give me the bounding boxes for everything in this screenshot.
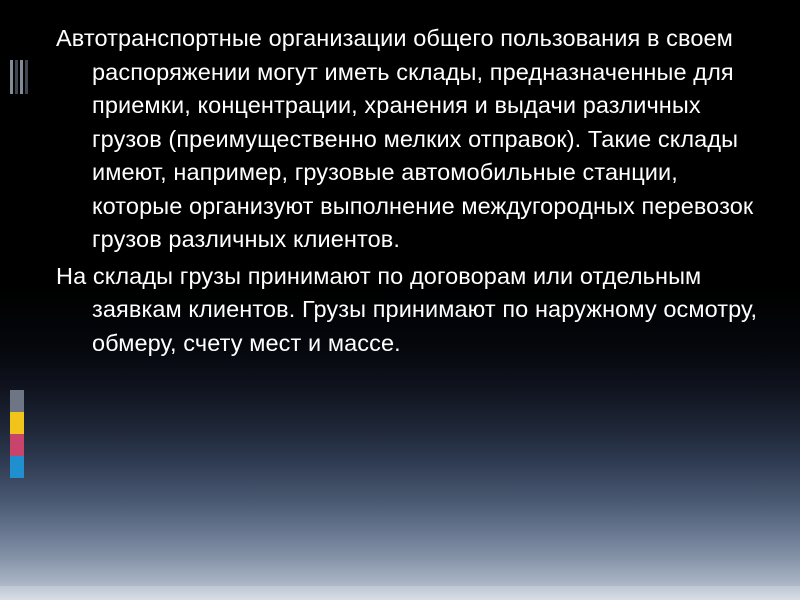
rail-stripe-1 xyxy=(10,60,13,94)
rail-stripe-2 xyxy=(15,60,18,94)
rail-stripe-3 xyxy=(20,60,23,94)
left-decorative-rail xyxy=(0,0,34,600)
rail-stripe-4 xyxy=(25,60,28,94)
accent-swatch-3 xyxy=(10,434,24,456)
accent-swatch-group xyxy=(10,390,24,478)
accent-swatch-1 xyxy=(10,390,24,412)
slide-text-body xyxy=(56,22,768,360)
accent-swatch-2 xyxy=(10,412,24,434)
rail-stripe-group-icon xyxy=(10,60,28,94)
accent-swatch-4 xyxy=(10,456,24,478)
paragraph-2: На склады грузы принимают по договорам или отдельным заявкам клиентов. Грузы принимают по наружному осмотру, обмеру, счету мест и массе. xyxy=(56,262,758,356)
bottom-gradient-strip xyxy=(0,586,800,600)
paragraph-1: Автотранспортные организации общего пользования в своем распоряжении могут иметь склады, предназначенные для приемки, концентрации, хранения и выдачи различных грузов (преимущественно мелких отправок). Такие склады имеют, например, грузовые автомобильные станции, которые организуют выполнение междугородных перевозок грузов различных клиентов. xyxy=(56,25,754,252)
